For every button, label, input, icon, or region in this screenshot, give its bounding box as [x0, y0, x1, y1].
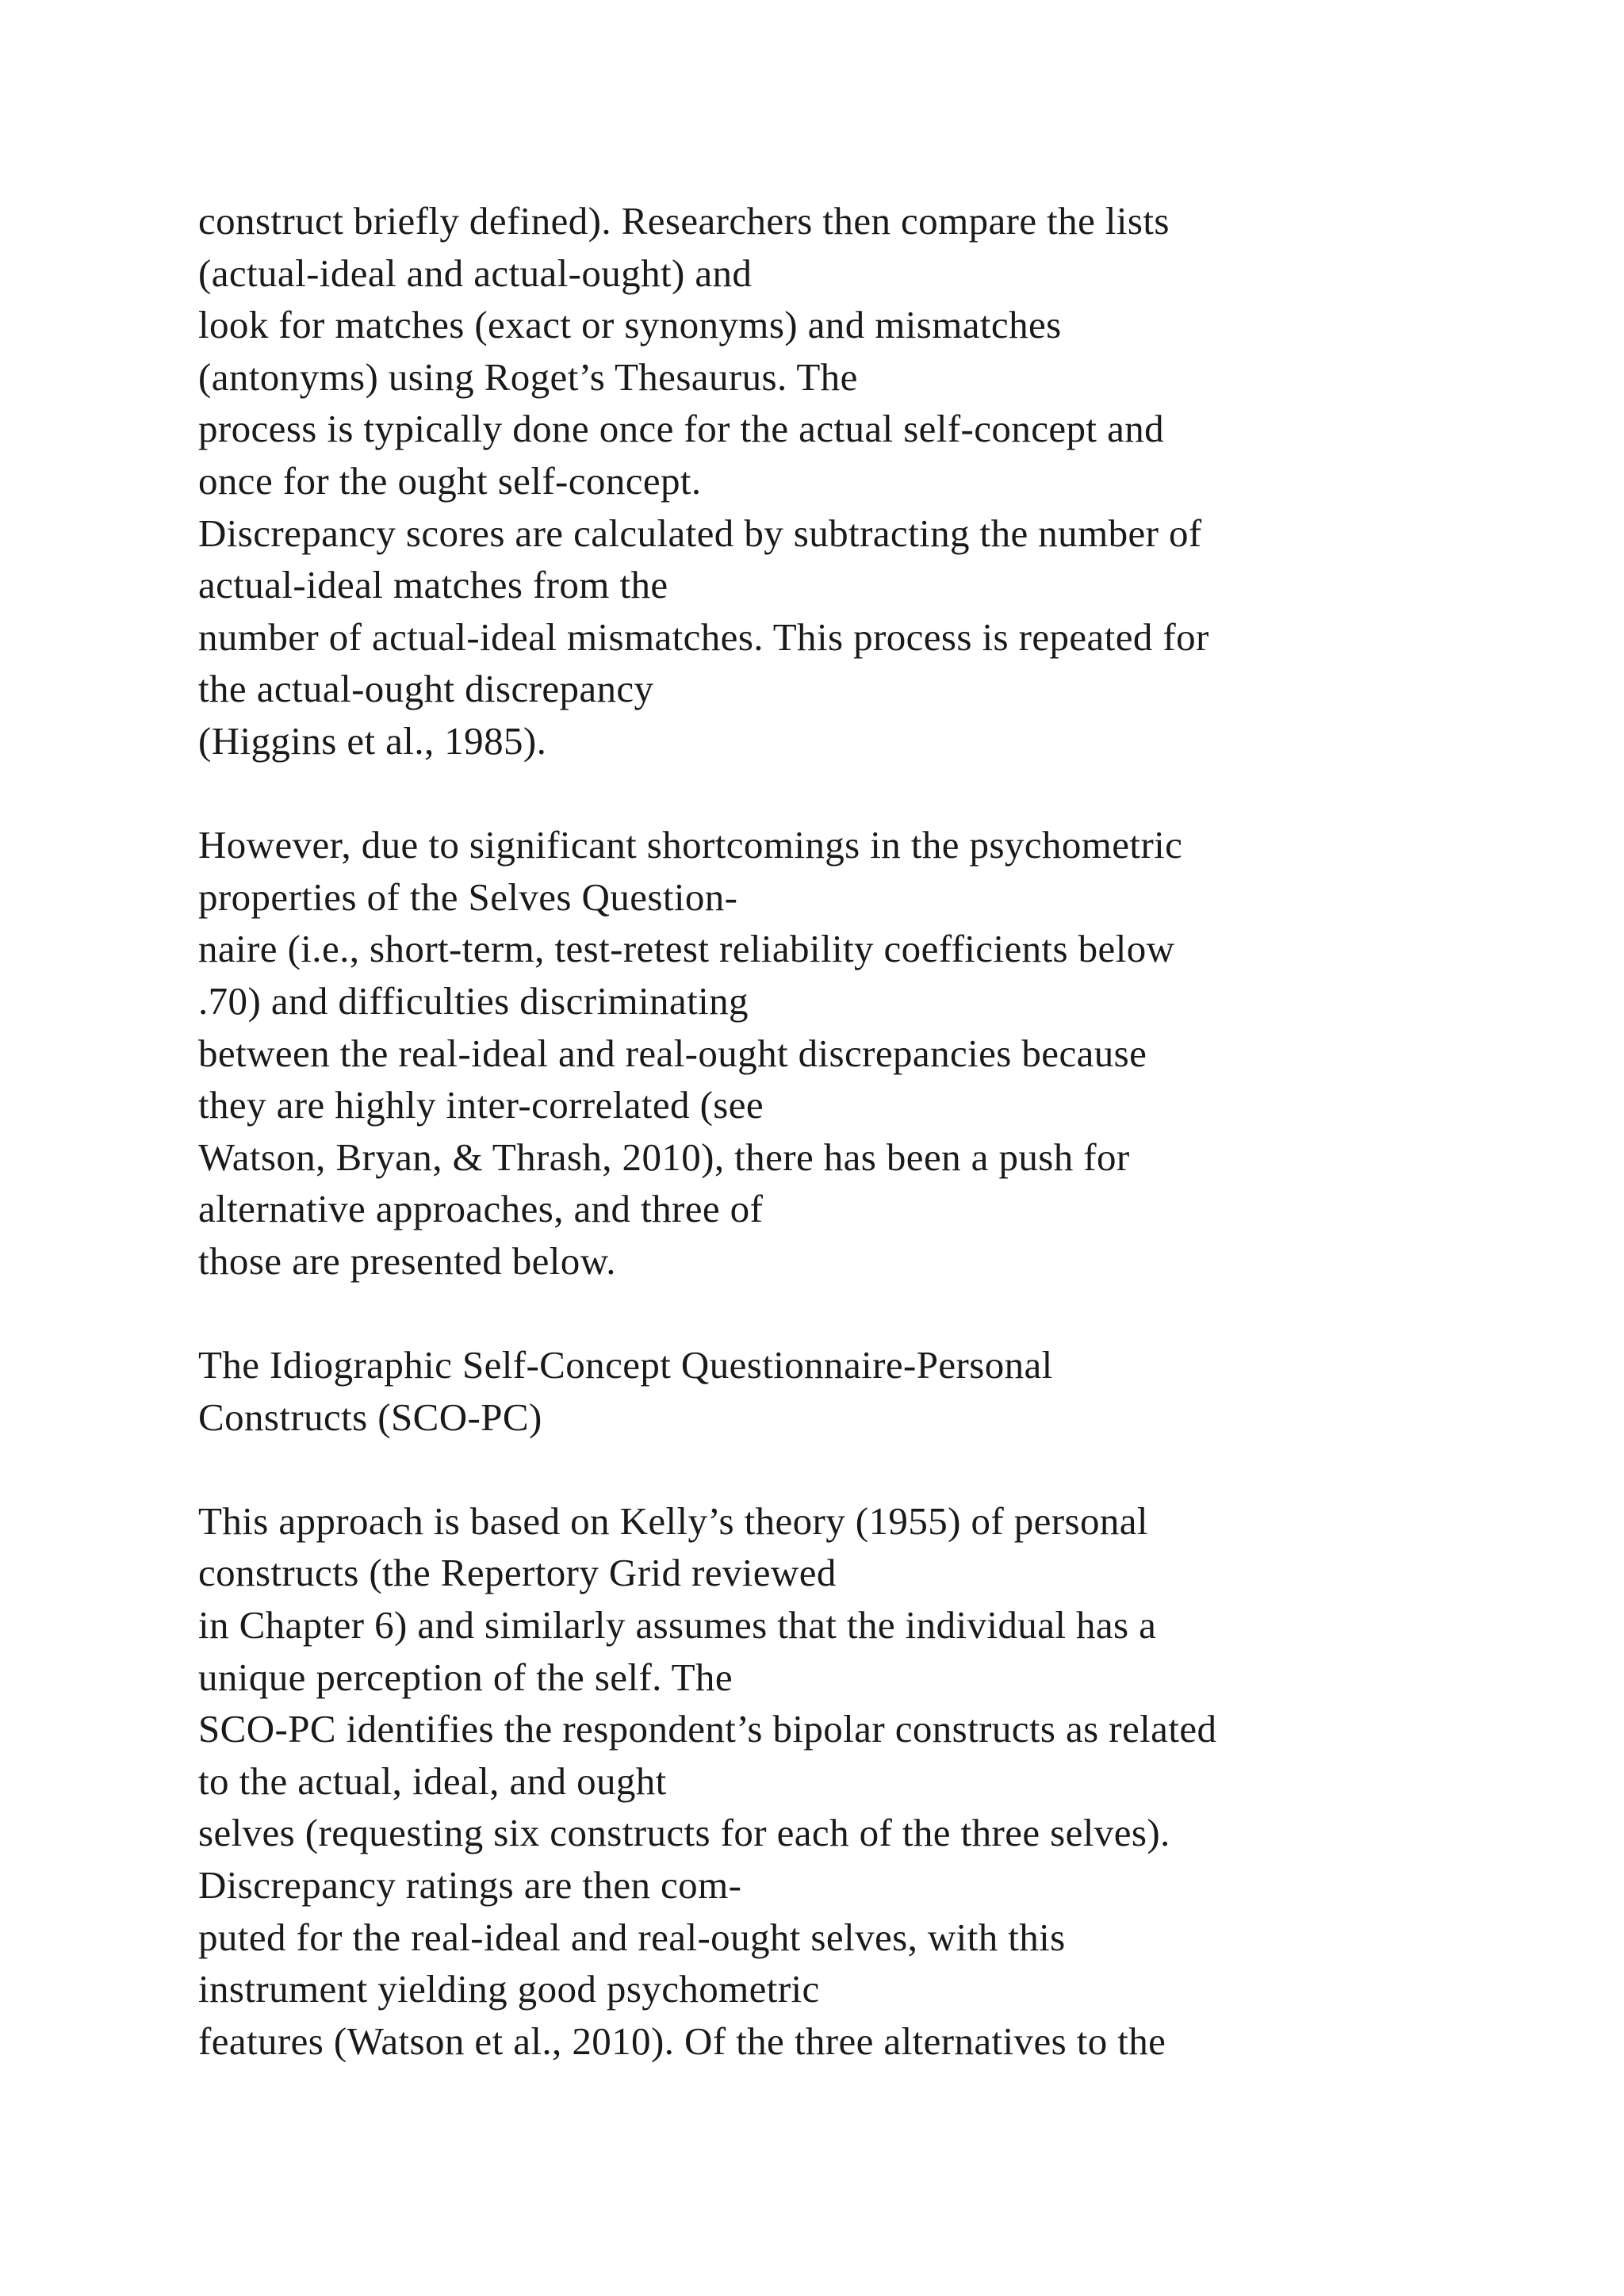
- text-line: once for the ought self-concept.: [198, 458, 702, 503]
- text-line: in Chapter 6) and similarly assumes that the individual has a: [198, 1603, 1157, 1647]
- text-line: number of actual-ideal mismatches. This process is repeated for: [198, 614, 1209, 659]
- text-line: naire (i.e., short-term, test-retest reliability coefficients below: [198, 927, 1175, 971]
- text-line: (Higgins et al., 1985).: [198, 718, 547, 763]
- text-line: features (Watson et al., 2010). Of the three alternatives to the: [198, 2019, 1166, 2063]
- text-line: construct briefly defined). Researchers then compare the lists: [198, 199, 1170, 243]
- text-line: This approach is based on Kelly’s theory (1955) of personal: [198, 1498, 1148, 1543]
- text-line: properties of the Selves Question-: [198, 874, 738, 919]
- text-line: actual-ideal matches from the: [198, 563, 668, 607]
- text-line: process is typically done once for the actual self-concept and: [198, 407, 1165, 451]
- text-line: (actual-ideal and actual-ought) and: [198, 251, 753, 295]
- text-line: Watson, Bryan, & Thrash, 2010), there has been a push for: [198, 1135, 1130, 1179]
- section-heading-line: Constructs (SCO-PC): [198, 1395, 542, 1439]
- paragraph-gap: [198, 1287, 1546, 1339]
- section-heading-line: The Idiographic Self-Concept Questionnaire-Personal: [198, 1343, 1053, 1387]
- text-line: selves (requesting six constructs for each of the three selves).: [198, 1811, 1170, 1855]
- text-line: alternative approaches, and three of: [198, 1187, 764, 1231]
- text-line: constructs (the Repertory Grid reviewed: [198, 1551, 837, 1595]
- paragraph-gap: [198, 767, 1546, 820]
- text-line: to the actual, ideal, and ought: [198, 1758, 667, 1803]
- text-line: Discrepancy ratings are then com-: [198, 1863, 742, 1907]
- text-line: the actual-ought discrepancy: [198, 667, 654, 711]
- text-line: between the real-ideal and real-ought discrepancies because: [198, 1031, 1147, 1075]
- body-text: [198, 195, 1546, 2067]
- text-line: instrument yielding good psychometric: [198, 1967, 820, 2011]
- text-line: .70) and difficulties discriminating: [198, 978, 749, 1023]
- text-line: look for matches (exact or synonyms) and mismatches: [198, 303, 1062, 347]
- text-line: those are presented below.: [198, 1238, 616, 1283]
- text-line: Discrepancy scores are calculated by subtracting the number of: [198, 511, 1202, 555]
- text-line: they are highly inter-correlated (see: [198, 1083, 764, 1127]
- text-line: SCO-PC identifies the respondent’s bipolar constructs as related: [198, 1707, 1217, 1751]
- text-line: puted for the real-ideal and real-ought selves, with this: [198, 1915, 1066, 1959]
- text-line: (antonyms) using Roget’s Thesaurus. The: [198, 354, 858, 399]
- paragraph-gap: [198, 1443, 1546, 1495]
- text-line: However, due to significant shortcomings in the psychometric: [198, 823, 1183, 867]
- text-line: unique perception of the self. The: [198, 1655, 733, 1699]
